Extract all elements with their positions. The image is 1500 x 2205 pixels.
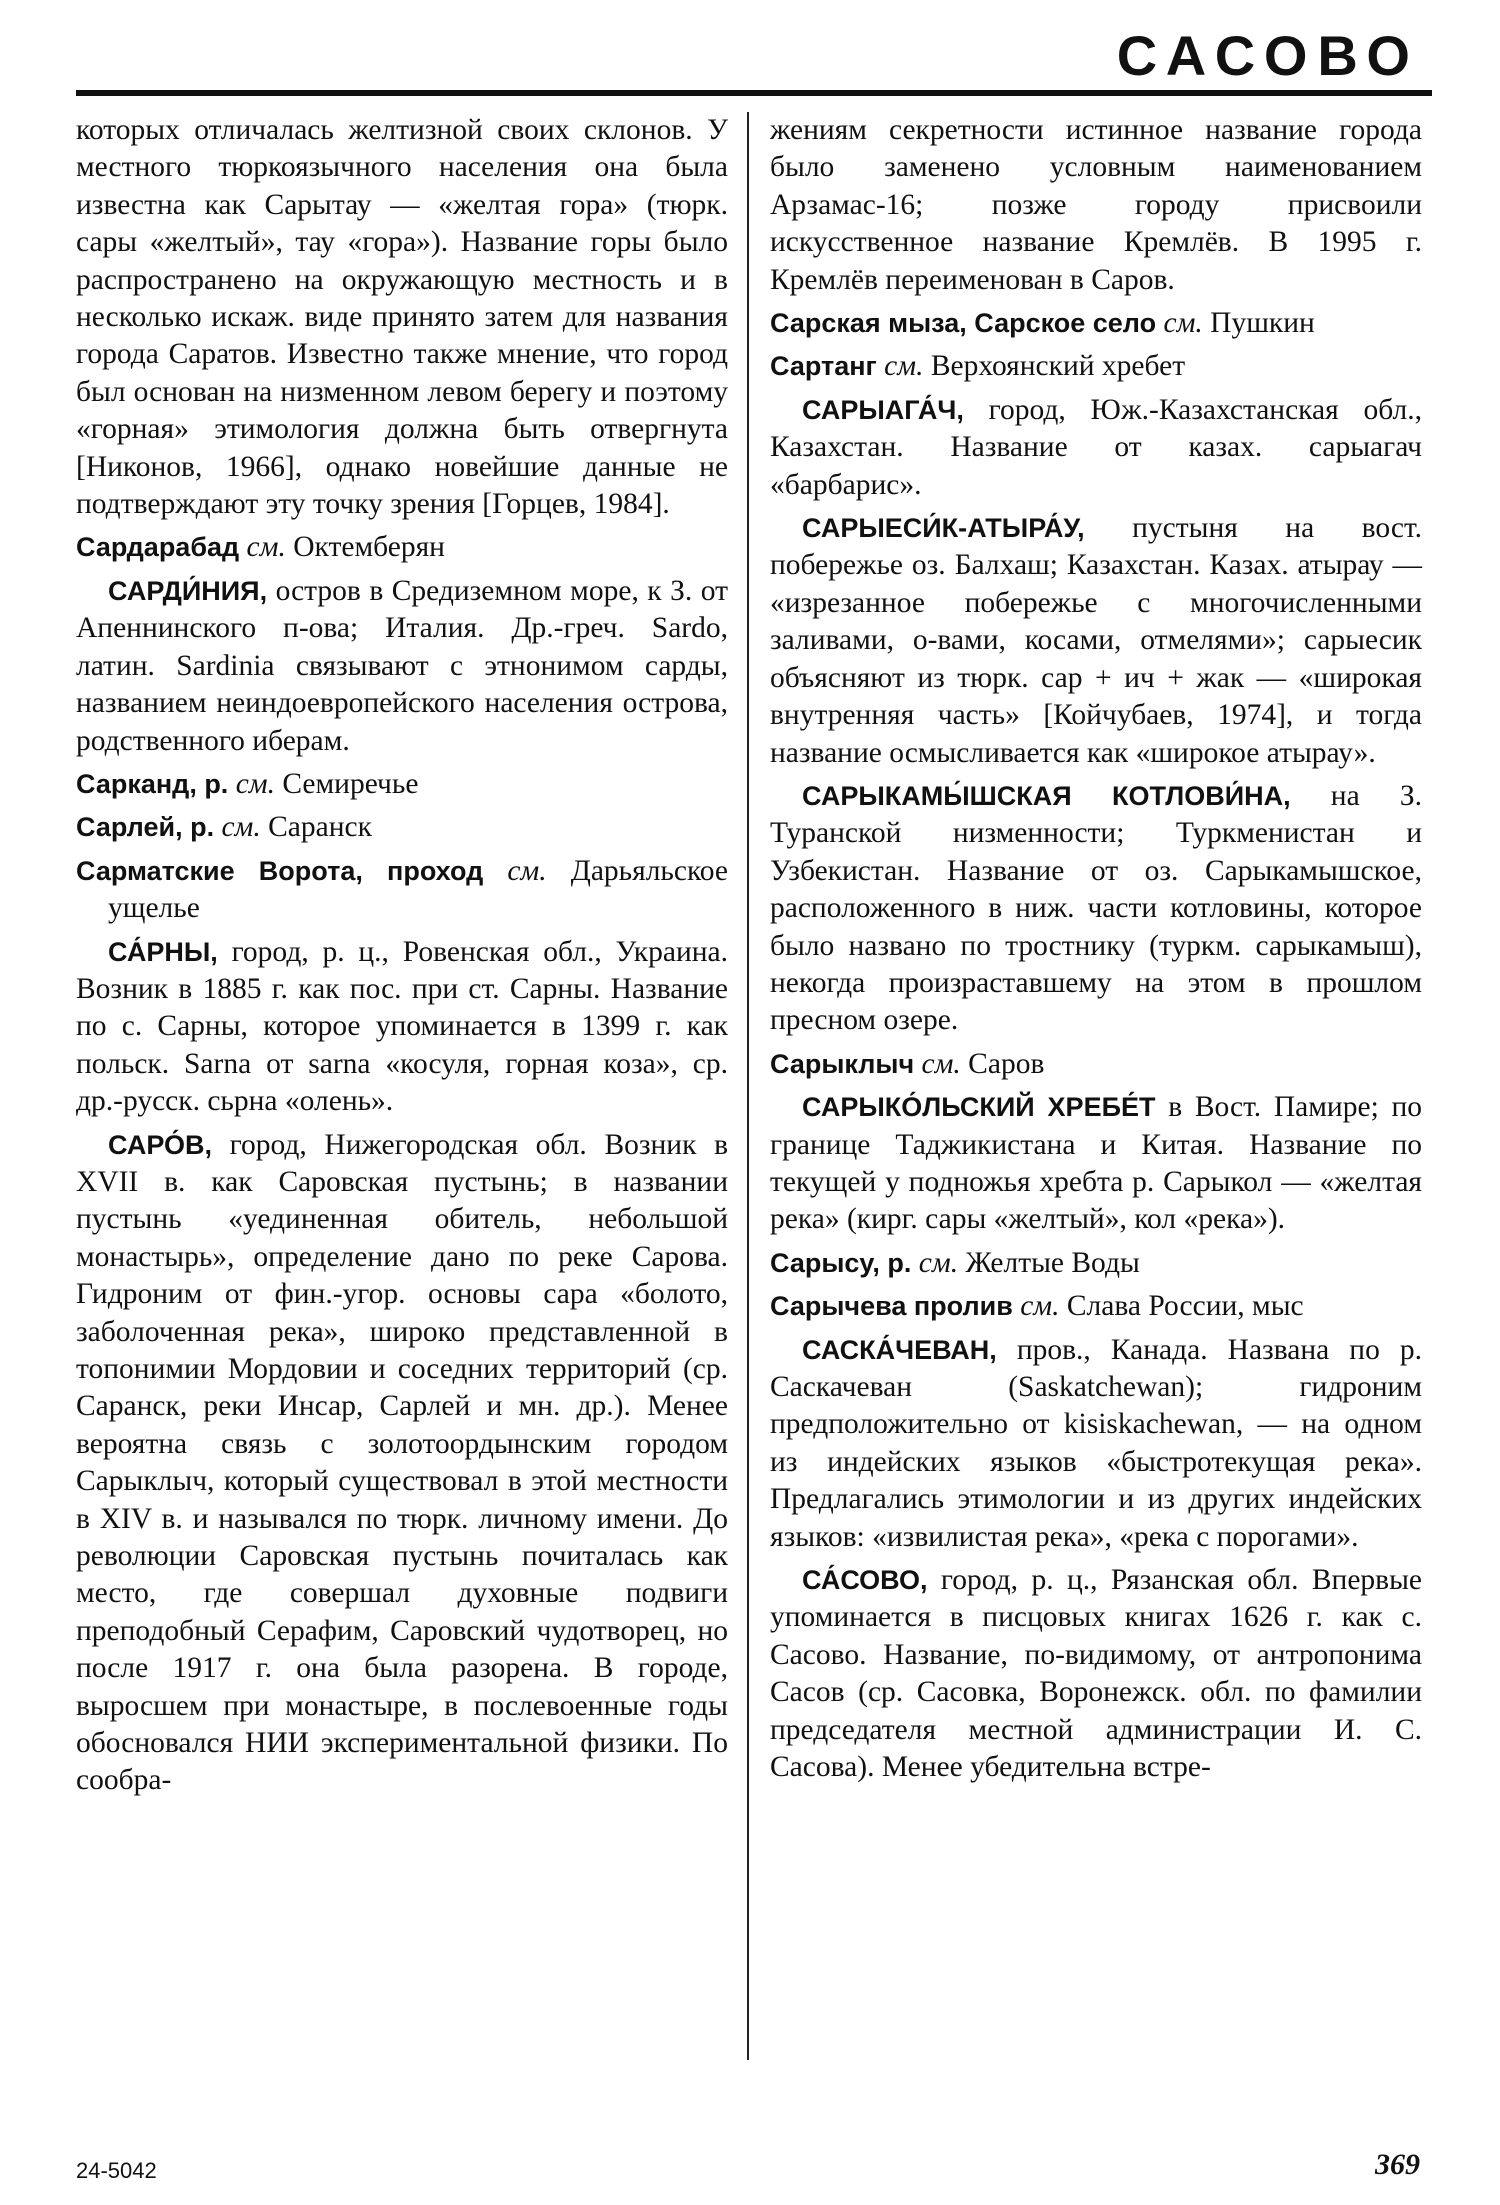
dictionary-entry [76,809,728,846]
dictionary-entry [76,934,728,1121]
entry-see-marker: см. [1020,1290,1060,1323]
entry-headword: СА́СОВО, [802,1565,928,1596]
entry-text: Слава России, мыс [1066,1290,1304,1323]
entry-headword: Сардарабад [76,532,240,563]
entry-headword: САРЫКАМЫ́ШСКАЯ КОТЛОВИ́НА, [802,780,1291,811]
header-rule [76,90,1432,96]
entry-text: которых отличалась желтизной своих склонов. У местного тюркоязычного населения она была известна как Сарытау — «желтая гора» (тюрк. сары «желтый», тау «гора»). Название горы было распространено на окружающую местность и в несколько искаж. виде принято затем для названия города Саратов. Известно также мнение, что город был основан на низменном левом берегу и поэтому «горная» этимология должна быть отвергнута [Никонов, 1966], однако новейшие данные не подтверждают эту точку зрения [Горцев, 1984]. [76,114,728,521]
entry-text: город, Нижегородская обл. Возник в XVII в. как Саровская пустынь; в названии пустынь «уединенная обитель, небольшой монастырь», определение дано по реке Сарова. Гидроним от фин.-угор. основы сара «болото, заболоченная река», широко представленной в топонимии Мордовии и соседних территорий (ср. Саранск, реки Инсар, Сарлей и мн. др.). Менее вероятна связь с золотоордынским городом Сарыклыч, который существовал в этой местности в XIV в. и назывался по тюрк. личному имени. До революции Саровская пустынь почиталась как место, где совершал духовные подвиги преподобный Серафим, Саровский чудотворец, но после 1917 г. она была разорена. В городе, выросшем при монастыре, в послевоенные годы обосновался НИИ экспериментальной физики. По сообра- [76,1128,729,1797]
entry-headword: Сарыклыч [770,1048,915,1079]
entry-text: Пушкин [1210,307,1315,340]
entry-see-marker: см. [221,811,261,844]
dictionary-entry [76,766,728,803]
entry-text: в Вост. Памире; по границе Таджикистана и Китая. Название по текущей у подножья хребта р. Сарыкол — «желтая река» (кирг. сары «желтый», кол «река»). [770,1091,1423,1236]
dictionary-entry [770,1332,1422,1556]
dictionary-entry [770,1089,1422,1239]
entry-text: город, Юж.-Казахстанская обл., Казахстан. Название от казах. сарыагач «барбарис». [770,393,1422,501]
entry-headword: Сарканд, р. [76,768,229,799]
left-column [76,112,728,1806]
running-header-title: САСОВО [1116,24,1420,87]
right-column [770,112,1422,1792]
dictionary-entry [770,305,1422,342]
entry-headword: САРДИ́НИЯ, [108,575,268,606]
entry-text: Семиречье [282,767,419,800]
entry-text: город, р. ц., Рязанская обл. Впервые упоминается в писцовых книгах 1626 г. как с. Сасово. Название, по-видимому, от антропонима Сасов (ср. Сасовка, Воронежск. обл. по фамилии председателя местной администрации И. С. Сасова). Менее убедительна встре- [770,1564,1423,1784]
entry-see-marker: см. [918,1246,959,1279]
entry-headword: Сарычева пролив [770,1291,1013,1322]
entry-text: пустыня на вост. побережье оз. Балхаш; Казахстан. Казах. атырау — «изрезанное побережье с многочисленными заливами, о-вами, косами, отмелями»; сарыесик объясняют из тюрк. сар + ич + жак — «широкая внутренняя часть» [Койчубаев, 1974], и тогда название осмысливается как «широкое атырау». [770,512,1423,769]
entry-text: Дарьяльское ущелье [108,854,728,925]
entry-see-marker: см. [921,1047,961,1080]
dictionary-entry [76,1127,728,1800]
entry-see-marker: см. [884,350,924,383]
entry-headword: Сарысу, р. [770,1247,912,1278]
entry-text: на З. Туранской низменности; Туркменистан и Узбекистан. Название от оз. Сарыкамышское, расположенного в ниж. части котловины, которое было названо по тростнику (туркм. сарыкамыш), некогда произраставшему на этом в прошлом пресном озере. [770,779,1422,1037]
entry-text: Желтые Воды [965,1246,1140,1279]
footer-signature-code: 24-5042 [76,2158,157,2183]
entry-text: остров в Средиземном море, к З. от Апеннинского п-ова; Италия. Др.-греч. Sardo, латин. Sardinia связывают с этнонимом сарды, названием неиндоевропейского населения острова, родственного иберам. [76,574,728,757]
entry-text: Саранск [268,811,372,844]
entry-see-marker: см. [246,531,286,564]
entry-headword: САРЫЕСИ́К-АТЫРА́У, [802,513,1085,544]
dictionary-entry [76,112,728,523]
dictionary-entry [76,853,728,928]
entry-see-marker: см. [1163,307,1203,340]
entry-headword: Сарлей, р. [76,812,215,843]
dictionary-entry [76,529,728,566]
dictionary-entry [770,348,1422,385]
entry-headword: САРЫАГА́Ч, [802,394,964,425]
entry-text: Октемберян [293,531,445,564]
entry-text: жениям секретности истинное название города было заменено условным наименованием Арзамас-16; позже городу присвоили искусственное название Кремлёв. В 1995 г. Кремлёв переименован в Саров. [770,114,1422,296]
page-number: 369 [1375,2148,1420,2181]
dictionary-entry [770,112,1422,299]
entry-headword: СА́РНЫ, [108,936,218,967]
entry-headword: Сартанг [770,351,877,382]
entry-text: Саров [968,1047,1045,1080]
entry-text: Верхоянский хребет [930,350,1186,383]
entry-text: пров., Канада. Названа по р. Саскачеван (Saskatchewan); гидроним предположительно от kisiskachewan, — на одном из индейских языков «быстротекущая река». Предлагались этимологии и из других индейских языков: «извилистая река», «река с порогами». [770,1333,1422,1553]
dictionary-entry [770,510,1422,772]
entry-headword: САСКА́ЧЕВАН, [802,1334,997,1365]
dictionary-entry [770,392,1422,504]
dictionary-entry [770,1288,1422,1325]
entry-text: город, р. ц., Ровенская обл., Украина. Возник в 1885 г. как пос. при ст. Сарны. Название по с. Сарны, которое упоминается в 1399 г. как польск. Sarna от sarna «косуля, горная коза», ср. др.-русск. сьрна «олень». [76,935,728,1118]
entry-see-marker: см. [235,767,275,800]
column-divider [747,112,749,2060]
entry-headword: Сарматские Ворота, проход [76,855,484,886]
entry-headword: Сарская мыза, Сарское село [770,308,1157,339]
entry-headword: САРЫКО́ЛЬСКИЙ ХРЕБЕ́Т [802,1092,1156,1123]
dictionary-entry [770,1046,1422,1083]
entry-headword: САРО́В, [108,1129,212,1160]
dictionary-entry [770,778,1422,1040]
entry-see-marker: см. [507,854,547,887]
dictionary-entry [76,573,728,760]
dictionary-entry [770,1562,1422,1786]
dictionary-entry [770,1245,1422,1282]
